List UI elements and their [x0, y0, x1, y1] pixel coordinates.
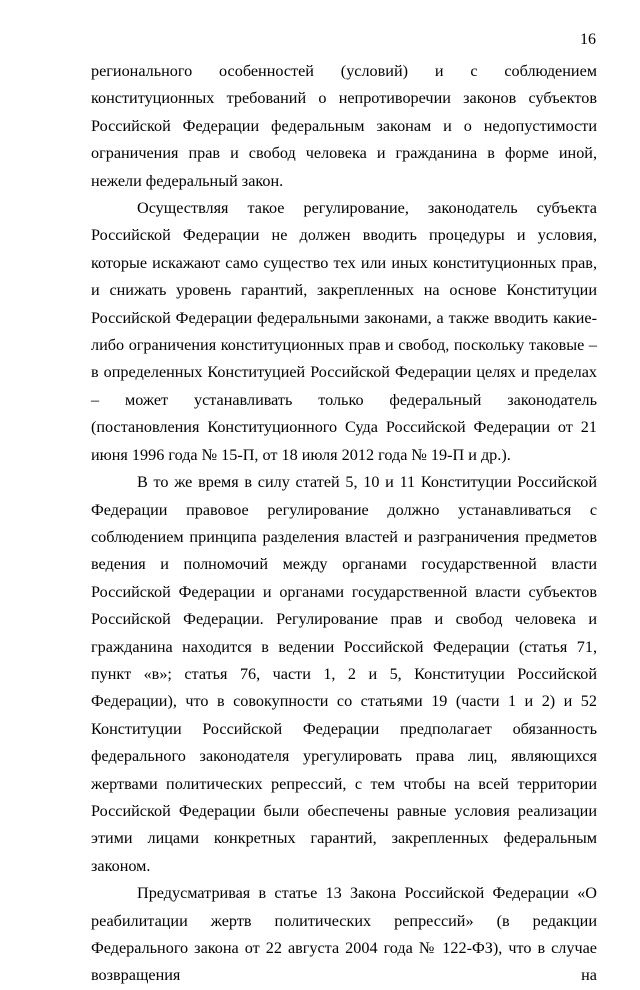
paragraph-separation-of-powers: В то же время в силу статей 5, 10 и 11 Конституции Российской Федерации правовое регулирование должно устанавливаться с соблюдением принципа разделения властей и разграничения предметов ведения и полномочий между органами государственной власти Российской Федерации и органами государственной власти субъектов Российской Федерации. Регулирование прав и свобод человека и гражданина находится в ведении Российской Федерации (статья 71, пункт «в»; статья 76, части 1, 2 и 5, Конституции Российской Федерации), что в совокупности со статьями 19 (части 1 и 2) и 52 Конституции Российской Федерации предполагает обязанность федерального законодателя урегулировать права лиц, являющихся жертвами политических репрессий, с тем чтобы на всей территории Российской Федерации были обеспечены равные условия реализации этими лицами конкретных гарантий, закрепленных федеральным законом. — [91, 473, 597, 875]
paragraph-regulation-limits: Осуществляя такое регулирование, законодатель субъекта Российской Федерации не должен вводить процедуры и условия, которые искажают само существо тех или иных конституционных прав, и снижать уровень гарантий, закрепленных на основе Конституции Российской Федерации федеральными законами, а также вводить какие-либо ограничения конституционных прав и свобод, поскольку таковые – в определенных Конституцией Российской Федерации целях и пределах – может устанавливать только федеральный законодатель (постановления Конституционного Суда Российской Федерации от 21 июня 1996 года № 15-П, от 18 июля 2012 года № 19-П и др.). — [91, 199, 597, 464]
paragraph-continuation: регионального особенностей (условий) и с соблюдением конституционных требований о непротиворечии законов субъектов Российской Федерации федеральным законам и о недопустимости ограничения прав и свобод человека и гражданина в форме иной, нежели федеральный закон. — [91, 62, 597, 190]
page-number: 16 — [580, 31, 596, 48]
document-body — [91, 58, 597, 990]
paragraph-article-13: Предусматривая в статье 13 Закона Российской Федерации «О реабилитации жертв политических репрессий» (в редакции Федерального закона от 22 августа 2004 года № 122-ФЗ), что в случае возвращения на — [91, 884, 597, 985]
